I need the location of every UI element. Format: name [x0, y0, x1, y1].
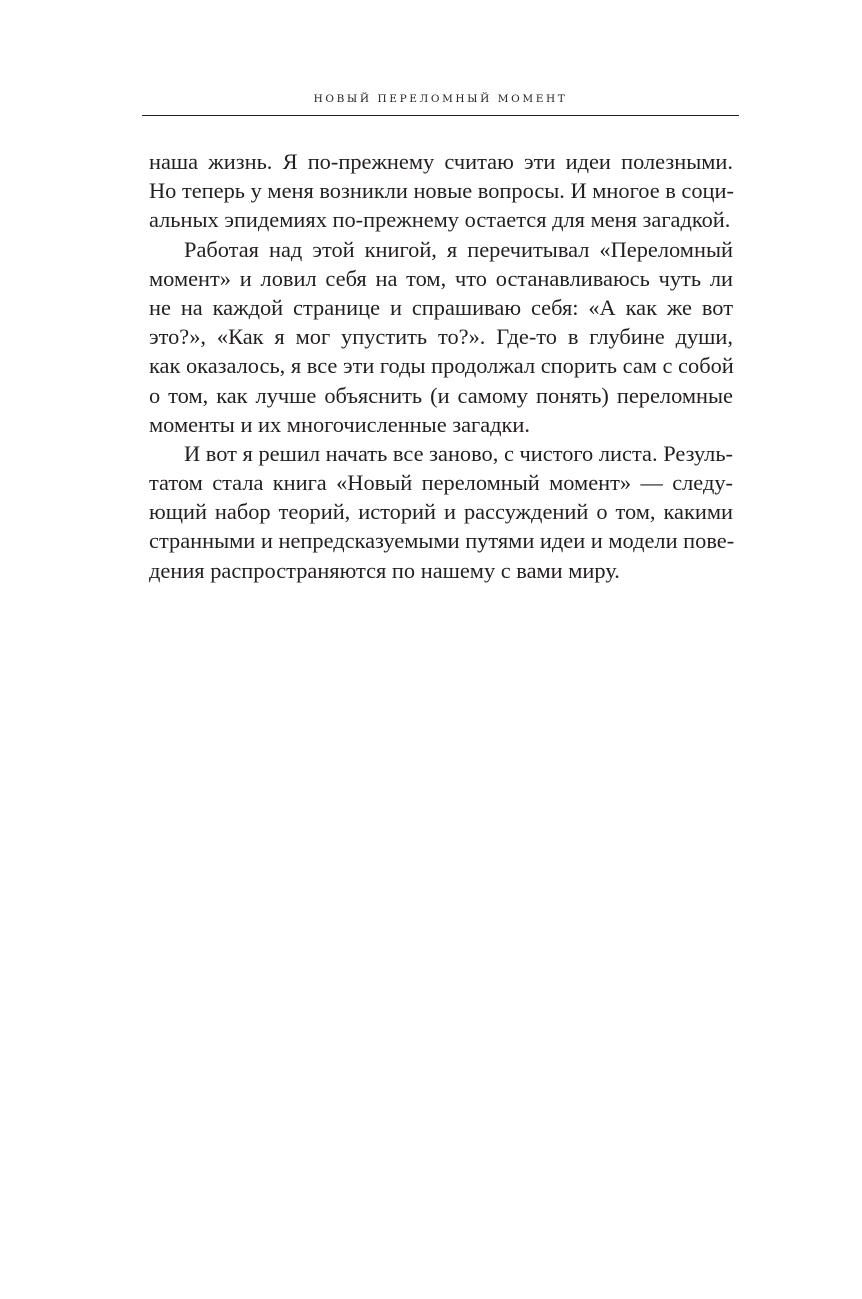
text-line: моменты и их многочисленные загадки.: [149, 411, 530, 437]
text-line: Но теперь у меня возникли новые вопросы. И многое в соци-: [149, 178, 734, 204]
text-line: татом стала книга «Новый переломный момент» — следу-: [149, 470, 733, 496]
text-line: не на каждой странице и спрашиваю себя: «А как же вот: [149, 294, 733, 320]
text-line: наша жизнь. Я по-прежнему считаю эти идеи полезными.: [149, 149, 733, 174]
running-head-title: НОВЫЙ ПЕРЕЛОМНЫЙ МОМЕНТ: [313, 93, 568, 105]
text-line: странными и непредсказуемыми путями идеи и модели пове-: [149, 528, 735, 554]
text-line: Работая над этой книгой, я перечитывал «Переломный: [184, 236, 733, 262]
text-line: И вот я решил начать все заново, с чистого листа. Резуль-: [184, 440, 733, 466]
text-line: альных эпидемиях по-прежнему остается для меня загадкой.: [149, 207, 731, 233]
body-text: [149, 147, 733, 585]
text-line: ющий набор теорий, историй и рассуждений о том, какими: [149, 499, 733, 525]
text-line: как оказалось, я все эти годы продолжал спорить сам с собой: [149, 353, 734, 379]
text-line: о том, как лучше объяснить (и самому понять) переломные: [149, 382, 733, 408]
text-line: это?», «Как я мог упустить то?». Где-то в глубине души,: [149, 324, 733, 350]
text-line: дения распространяются по нашему с вами миру.: [149, 557, 620, 583]
text-line: момент» и ловил себя на том, что останавливаюсь чуть ли: [149, 265, 733, 291]
header-rule: [142, 115, 739, 116]
